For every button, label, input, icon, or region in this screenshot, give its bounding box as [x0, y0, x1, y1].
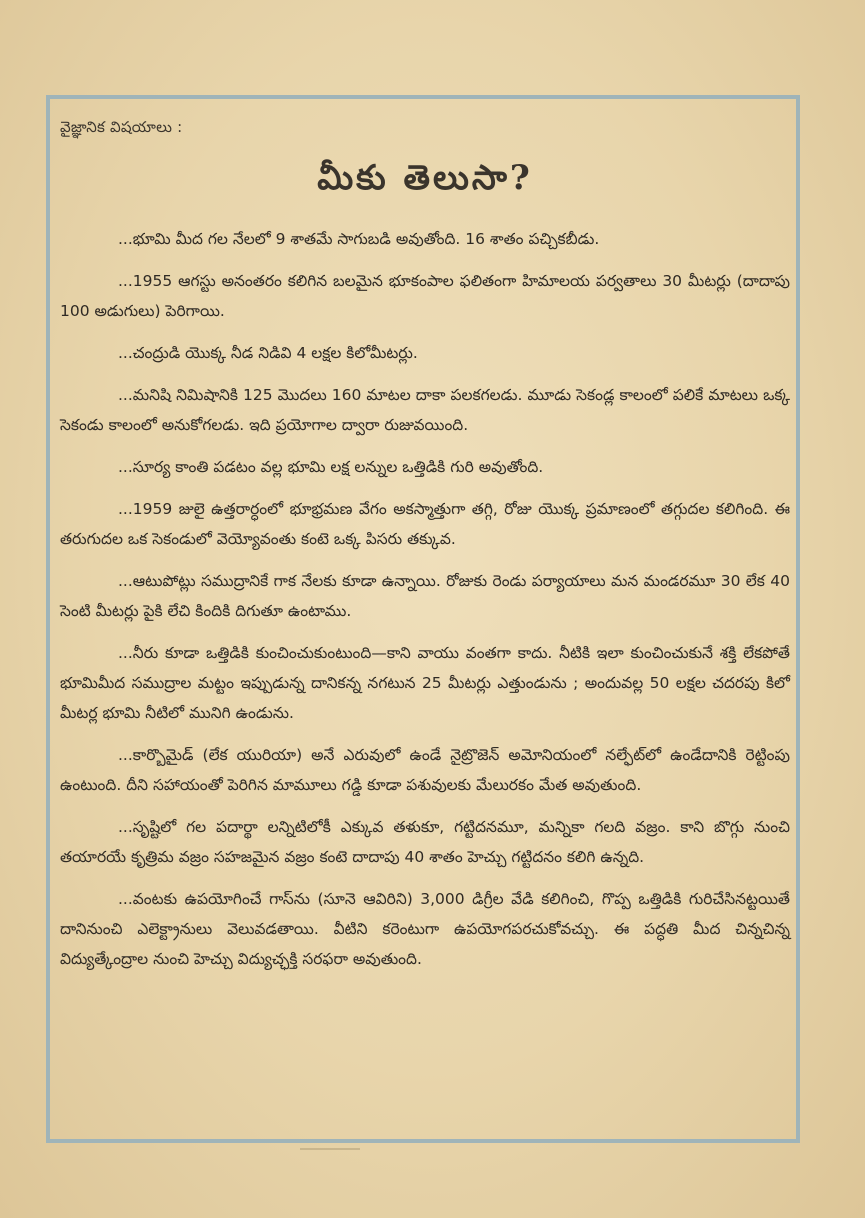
article — [60, 118, 790, 986]
print-mark — [300, 1148, 360, 1150]
fact-paragraph: ...1955 ఆగస్టు అనంతరం కలిగిన బలమైన భూకంపాల ఫలితంగా హిమాలయ పర్వతాలు 30 మీటర్లు (దాదాపు 100 అడుగులు) పెరిగాయి. — [60, 272, 790, 320]
fact-paragraph: ...నీరు కూడా ఒత్తిడికి కుంచించుకుంటుంది—కాని వాయు వంతగా కాదు. నీటికి ఇలా కుంచించుకునే శక్తి లేకపోతే భూమిమీద సముద్రాల మట్టం ఇప్పుడున్న దానికన్న నగటున 25 మీటర్లు ఎత్తుండును ; అందువల్ల 50 లక్షల చదరపు కిలో మీటర్ల భూమి నీటిలో మునిగి ఉండును. — [60, 644, 790, 722]
fact-paragraph: ...భూమి మీద గల నేలలో 9 శాతమే సాగుబడి అవుతోంది. 16 శాతం పచ్చికబీడు. — [118, 230, 600, 248]
section-label: వైజ్ఞానిక విషయాలు : — [60, 118, 183, 136]
page-title: మీకు తెలుసా? — [317, 158, 533, 198]
fact-paragraph: ...చంద్రుడి యొక్క నీడ నిడివి 4 లక్షల కిలోమీటర్లు. — [118, 344, 418, 362]
fact-paragraph: ...సూర్య కాంతి పడటం వల్ల భూమి లక్ష లన్నుల ఒత్తిడికి గురి అవుతోంది. — [118, 458, 544, 476]
fact-paragraph: ...మనిషి నిమిషానికి 125 మొదలు 160 మాటల దాకా పలకగలడు. మూడు సెకండ్ల కాలంలో పలికే మాటలు ఒక్క సెకండు కాలంలో అనుకోగలడు. ఇది ప్రయోగాల ద్వారా రుజువయింది. — [60, 386, 790, 434]
fact-paragraph: ...వంటకు ఉపయోగించే గాస్‌ను (సూనె ఆవిరిని) 3,000 డిగ్రీల వేడి కలిగించి, గొప్ప ఒత్తిడికి గురిచేసినట్టయితే దానినుంచి ఎలెక్ట్రానులు వెలువడతాయి. వీటిని కరెంటుగా ఉపయోగపరచుకోవచ్చు. ఈ పద్ధతి మీద చిన్నచిన్న విద్యుత్కేంద్రాల నుంచి హెచ్చు విద్యుచ్ఛక్తి సరఫరా అవుతుంది. — [60, 890, 790, 968]
fact-paragraph: ...ఆటుపోట్లు సముద్రానికే గాక నేలకు కూడా ఉన్నాయి. రోజుకు రెండు పర్యాయాలు మన మండరమూ 30 లేక 40 సెంటి మీటర్లు పైకి లేచి కిందికి దిగుతూ ఉంటాము. — [60, 572, 790, 620]
fact-paragraph: ...సృష్టిలో గల పదార్థా లన్నిటిలోకీ ఎక్కువ తళుకూ, గట్టిదనమూ, మన్నికా గలది వజ్రం. కాని బొగ్గు నుంచి తయారయే కృత్రిమ వజ్రం సహజమైన వజ్రం కంటె దాదాపు 40 శాతం హెచ్చు గట్టిదనం కలిగి ఉన్నది. — [60, 818, 790, 866]
fact-paragraph: ...కార్బొమైడ్ (లేక యురియా) అనే ఎరువులో ఉండే నైట్రొజెన్ అమోనియంలో నల్ఫేట్‌లో ఉండేదానికి రెట్టింపు ఉంటుంది. దీని సహాయంతో పెరిగిన మామూలు గడ్డి కూడా పశువులకు మేలురకం మేత అవుతుంది. — [60, 746, 790, 794]
fact-paragraph: ...1959 జులై ఉత్తరార్ధంలో భూభ్రమణ వేగం అకస్మాత్తుగా తగ్గి, రోజు యొక్క ప్రమాణంలో తగ్గుదల కలిగింది. ఈ తరుగుదల ఒక సెకండులో వెయ్యోవంతు కంటె ఒక్క పిసరు తక్కువ. — [60, 500, 790, 548]
